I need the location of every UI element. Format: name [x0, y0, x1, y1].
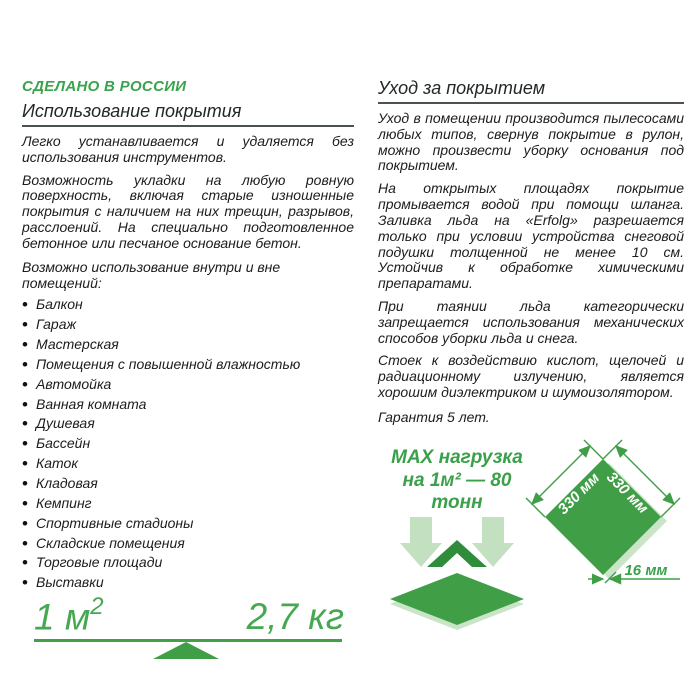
usage-list: [22, 297, 354, 591]
tile-dimensions-graphic: [506, 429, 688, 587]
balance-fulcrum-icon: [153, 642, 219, 659]
list-item: • Душевая: [22, 416, 354, 432]
list-item: • Балкон: [22, 297, 354, 313]
list-item: • Выставки: [22, 575, 354, 591]
balance-labels: [34, 593, 350, 638]
balance-graphic: [22, 593, 354, 659]
dimension-label-left: 330 мм: [554, 469, 603, 518]
list-item: • Гараж: [22, 317, 354, 333]
care-paragraph: На открытых площадях покрытие промывается водой при помощи шланга. Заливка льда на «Erfolg» разрешается только при условии устройства снеговой подушки толщенной не менее 10 см. Устойчив к обработке химическими препаратами.: [378, 180, 684, 292]
graphics-row: [378, 433, 684, 598]
care-paragraph: При таянии льда категорически запрещается использования механических способов уборки льда и снега.: [378, 297, 684, 346]
tile-top: [390, 573, 524, 625]
list-item: • Складские помещения: [22, 536, 354, 552]
balance-left-label: [34, 593, 104, 638]
list-item: • Каток: [22, 456, 354, 472]
usage-paragraph: Возможность укладки на любую ровную поверхность, включая старые изношенные покрытия с наличием на них трещин, разрывов, расслоений. На специально подготовленное бетонное или песчаное основание бетон.: [22, 171, 354, 251]
usage-list-intro: Возможно использование внутри и вне помещений:: [22, 258, 281, 291]
care-paragraph: Уход в помещении производится пылесосами любых типов, свернув покрытие в рулон, можно произвести уборку основания под покрытием.: [378, 110, 684, 174]
max-load-line1: MAX нагрузка: [391, 446, 523, 468]
list-item: • Ванная комната: [22, 397, 354, 413]
balance-right-label: 2,7 кг: [246, 596, 344, 638]
list-item: • Бассейн: [22, 436, 354, 452]
balance-left-sup: 2: [90, 593, 104, 621]
list-item: • Спортивные стадионы: [22, 516, 354, 532]
tile-face: [545, 459, 661, 575]
dimension-label-right: 330 мм: [603, 468, 652, 517]
list-item: • Помещения с повышенной влажностью: [22, 357, 354, 373]
care-heading: Уход за покрытием: [378, 78, 684, 104]
list-item: • Автомойка: [22, 377, 354, 393]
made-in-russia-heading: СДЕЛАНО В РОССИИ: [22, 78, 187, 95]
list-item: • Мастерская: [22, 337, 354, 353]
thickness-label: 16 мм: [624, 561, 668, 579]
list-item: • Кладовая: [22, 476, 354, 492]
warranty-text: Гарантия 5 лет.: [378, 408, 490, 425]
max-load-line2: на 1м² — 80 тонн: [402, 469, 512, 514]
usage-heading: Использование покрытия: [22, 101, 354, 127]
column-usage: [22, 78, 354, 659]
column-care: [378, 78, 684, 598]
care-paragraph: Стоек к воздействию кислот, щелочей и радиационному излучению, является хорошим диэлектриком и шумоизолятором.: [378, 352, 684, 400]
usage-paragraph: Легко устанавливается и удаляется без использования инструментов.: [22, 133, 354, 165]
balance-left-base: 1 м: [34, 596, 91, 638]
list-item: • Кемпинг: [22, 496, 354, 512]
list-item: • Торговые площади: [22, 555, 354, 571]
